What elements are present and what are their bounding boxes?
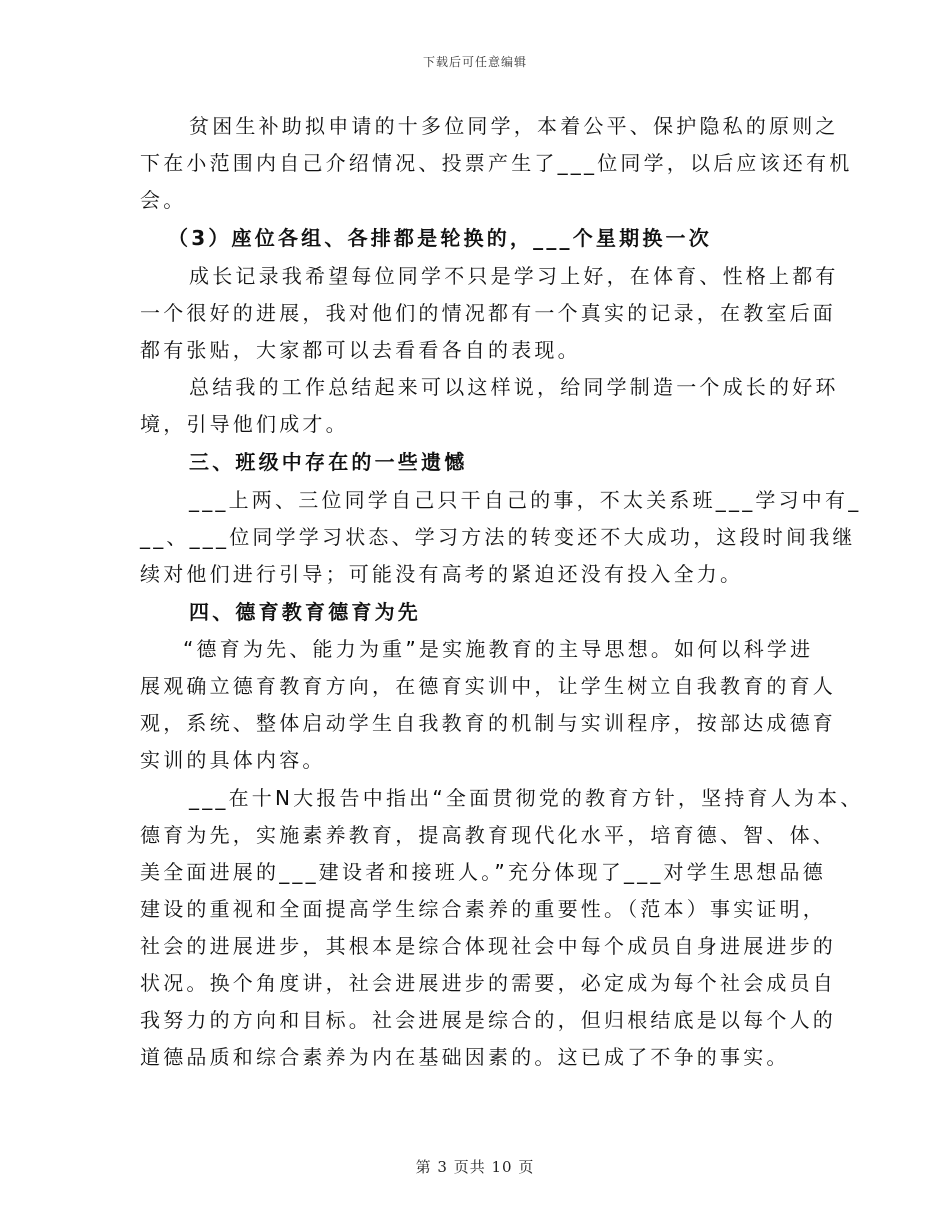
paragraph-line: 续对他们进行引导；可能没有高考的紧迫还没有投入全力。 <box>140 562 744 586</box>
paragraph-line: 会。 <box>140 188 187 212</box>
paragraph-line: 境，引导他们成才。 <box>140 412 349 436</box>
paragraph-line: 都有张贴，大家都可以去看看各自的表现。 <box>140 338 581 362</box>
paragraph-line: 成长记录我希望每位同学不只是学习上好，在体育、性格上都有 <box>189 264 839 288</box>
page-header: 下载后可任意编辑 <box>422 55 527 69</box>
paragraph-line: __、___位同学学习状态、学习方法的转变还不大成功，这段时间我继 <box>140 525 856 549</box>
section-heading: 三、班级中存在的一些遗憾 <box>189 450 468 474</box>
paragraph-line: 一个很好的进展，我对他们的情况都有一个真实的记录，在教室后面 <box>140 301 836 325</box>
paragraph-line: 美全面进展的___建设者和接班人。”充分体现了___对学生思想品德 <box>140 860 826 884</box>
paragraph-line: 下在小范围内自己介绍情况、投票产生了___位同学，以后应该还有机 <box>140 151 853 175</box>
paragraph-line: 我努力的方向和目标。社会进展是综合的，但归根结底是以每个人的 <box>140 1008 836 1032</box>
paragraph-line: 贫困生补助拟申请的十多位同学，本着公平、保护隐私的原则之 <box>189 114 839 138</box>
section-heading: （3）座位各组、各排都是轮换的，___个星期换一次 <box>168 226 712 250</box>
paragraph-line: 展观确立德育教育方向，在德育实训中，让学生树立自我教育的育人 <box>140 674 836 698</box>
paragraph-line: 观，系统、整体启动学生自我教育的机制与实训程序，按部达成德育 <box>140 711 836 735</box>
section-heading: 四、德育教育德育为先 <box>189 600 421 624</box>
paragraph-line: 道德品质和综合素养为内在基础因素的。这已成了不争的事实。 <box>140 1045 790 1069</box>
paragraph-line: 实训的具体内容。 <box>140 748 326 772</box>
paragraph-line: 德育为先，实施素养教育，提高教育现代化水平，培育德、智、体、 <box>140 823 836 847</box>
page-number: 第 3 页共 10 页 <box>415 1158 535 1176</box>
paragraph-line: 总结我的工作总结起来可以这样说，给同学制造一个成长的好环 <box>189 375 839 399</box>
paragraph-line: 状况。换个角度讲，社会进展进步的需要，必定成为每个社会成员自 <box>140 971 836 995</box>
paragraph-line: “德育为先、能力为重”是实施教育的主导思想。如何以科学进 <box>183 637 814 661</box>
paragraph-line: 社会的进展进步，其根本是综合体现社会中每个成员自身进展进步的 <box>140 934 836 958</box>
paragraph-line: 建设的重视和全面提高学生综合素养的重要性。（范本）事实证明， <box>140 897 826 921</box>
paragraph-line: ___上两、三位同学自己只干自己的事，不太关系班___学习中有_ <box>189 488 862 512</box>
paragraph-line: ___在十N大报告中指出“全面贯彻党的教育方针，坚持育人为本、 <box>189 786 864 810</box>
